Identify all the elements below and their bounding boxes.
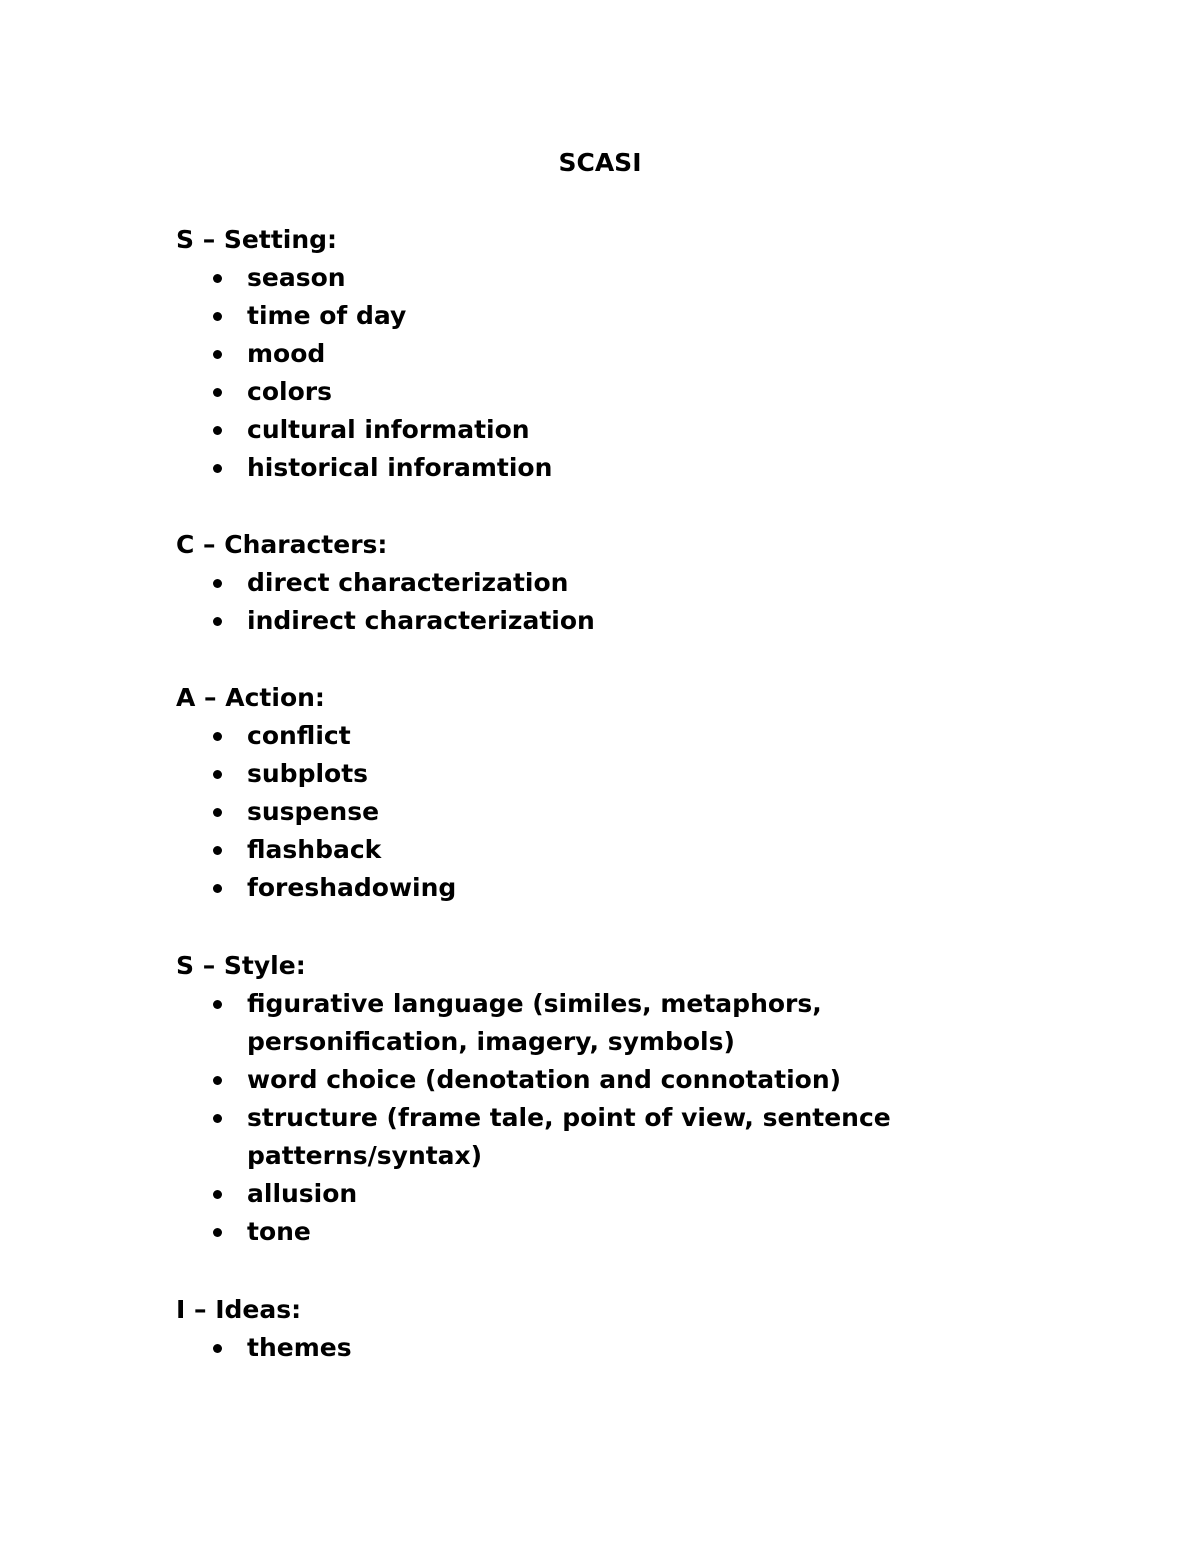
list-item [176, 869, 1007, 907]
bullet-icon [213, 579, 222, 588]
page-title: SCASI [558, 148, 642, 177]
list-item-text: indirect characterization [247, 606, 595, 635]
list-item-text: tone [247, 1217, 311, 1246]
list-item-text: themes [247, 1333, 352, 1362]
section-characters [176, 526, 1036, 640]
bullet-list [176, 985, 1036, 1251]
list-item [176, 411, 1007, 449]
section-action [176, 679, 1036, 907]
bullet-icon [213, 1076, 222, 1085]
list-item-text: colors [247, 377, 332, 406]
bullet-icon [213, 1228, 222, 1237]
list-item-text: foreshadowing [247, 873, 457, 902]
list-item-text: subplots [247, 759, 369, 788]
section-heading: S – Style: [176, 951, 306, 980]
list-item [176, 373, 1007, 411]
section-heading: A – Action: [176, 683, 325, 712]
list-item [176, 259, 1007, 297]
bullet-list [176, 259, 1036, 487]
list-item-text: mood [247, 339, 326, 368]
bullet-icon [213, 388, 222, 397]
list-item [176, 449, 1007, 487]
section-heading: S – Setting: [176, 225, 338, 254]
bullet-list [176, 564, 1036, 640]
list-item [176, 1329, 1007, 1367]
list-item [176, 297, 1007, 335]
list-item-text: cultural information [247, 415, 530, 444]
bullet-list [176, 717, 1036, 907]
bullet-icon [213, 426, 222, 435]
bullet-icon [213, 846, 222, 855]
section-style [176, 947, 1036, 1251]
section-ideas [176, 1291, 1036, 1367]
bullet-icon [213, 312, 222, 321]
list-item-text: time of day [247, 301, 407, 330]
list-item [176, 564, 1007, 602]
bullet-icon [213, 732, 222, 741]
list-item [176, 1213, 1007, 1251]
bullet-icon [213, 350, 222, 359]
bullet-icon [213, 808, 222, 817]
section-heading: I – Ideas: [176, 1295, 302, 1324]
list-item-text: flashback [247, 835, 382, 864]
section-setting [176, 221, 1036, 487]
bullet-icon [213, 884, 222, 893]
bullet-icon [213, 617, 222, 626]
list-item [176, 755, 1007, 793]
list-item [176, 1061, 1007, 1099]
list-item-text: word choice (denotation and connotation) [247, 1065, 842, 1094]
list-item-text: historical inforamtion [247, 453, 553, 482]
list-item [176, 602, 1007, 640]
section-heading: C – Characters: [176, 530, 388, 559]
bullet-icon [213, 274, 222, 283]
list-item [176, 1175, 1007, 1213]
bullet-icon [213, 464, 222, 473]
list-item [176, 985, 1007, 1061]
list-item-text: conflict [247, 721, 351, 750]
list-item [176, 717, 1007, 755]
list-item-text: allusion [247, 1179, 358, 1208]
list-item-text: figurative language (similes, metaphors, personification, imagery, symbols) [247, 989, 822, 1056]
bullet-icon [213, 770, 222, 779]
list-item [176, 793, 1007, 831]
bullet-icon [213, 1000, 222, 1009]
list-item-text: season [247, 263, 346, 292]
list-item-text: structure (frame tale, point of view, sentence patterns/syntax) [247, 1103, 891, 1170]
list-item-text: direct characterization [247, 568, 569, 597]
list-item-text: suspense [247, 797, 380, 826]
bullet-icon [213, 1114, 222, 1123]
bullet-icon [213, 1344, 222, 1353]
bullet-list [176, 1329, 1036, 1367]
list-item [176, 1099, 1007, 1175]
bullet-icon [213, 1190, 222, 1199]
list-item [176, 831, 1007, 869]
list-item [176, 335, 1007, 373]
